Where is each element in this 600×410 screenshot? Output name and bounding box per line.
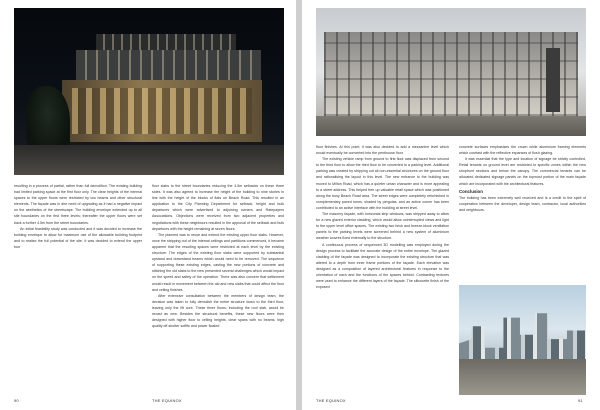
page-number: 90 [14,398,19,403]
right-page [302,0,600,410]
paragraph: It was essential that the type and location of signage be strictly controlled. Retail tenants on ground level are restricted to specific zones within the new shopfront sections and below the canopy. The commercial tenants can be allocated dedicated signage panels on the topmost portion of the main façade which are incorporated with the architectural features. [459,157,586,186]
paragraph: floor finishes. At this point, it was also decided to add a mezzanine level which would eventually be converted into the penthouse floor. [316,145,449,156]
left-column-1 [14,183,142,388]
paragraph: resulting in a process of partial, rather than full demolition. The existing building had limited parking space at the first floor only. The clear heights of the internal spaces to the upper floors were restricted by low beams and other structural elements. The façade was in dire need of upgrading as it had a negative impact on the aesthetics of the streetscape. The building envelope extended up to all site boundaries on the first three levels; thereafter the upper floors were set back a further 4.5m from the street boundaries. [14,184,142,225]
lit-windows [72,88,252,134]
building-upper-floors [76,50,261,80]
right-column-2 [459,144,586,280]
building-night-photo [14,8,284,175]
building-top-floors [96,34,236,50]
right-column-1 [316,144,449,394]
paragraph: The planned was to reuse and extend the existing upper floor slabs. However, once the stripping out of the internal ceilings and partitions commenced, it became apparent that the resulting spaces were restricted at each level by the existing structure. The edges of the existing floor slabs were supported by substantial upstand and downstand beams which would need to be removed. The sequence of supporting these existing edges, casting the new portions of concrete and stitching the old slabs to the new presented several challenges which would impact on the speed and safety of the operation. There was also concern that settlement would result in movement between the old and new slabs that could affect the floor and ceiling finishes. [152,232,284,292]
glazed-frame-structure [324,32,578,116]
ground-floor [316,116,586,136]
street [14,145,284,175]
city-view-photo [459,285,586,395]
building-interior-photo [316,8,586,136]
paragraph: concrete surfaces emphasises the crown while aluminium framing elements which contrast with the reflective expanses of flush glazing. [459,145,586,156]
paragraph: The masonry façade, with horizontal strip windows, was stripped away to allow for a new glazed exterior cladding, which would allow uninterrupted views and light to the upper level office spaces. The existing two brick and breeze-block ventilation panels to the parking levels were screened behind a new system of aluminium weather louvres fixed externally to the structure. [316,212,449,241]
conclusion-heading: Conclusion [459,188,483,194]
conclusion-paragraph: The building has been extremely well received and is a credit to the spirit of cooperation between the developer, design team, contractor, local authorities and neighbours. [459,195,586,213]
paragraph: After extensive consultation between the members of design team, the decision was taken to fully demolish the entire structure down to the third floor, leaving only the lift core. These three floors, including the roof slab, would be recast as new. Besides the structural benefits, these new floors were then designed with higher floor to ceiling heights, clear spans with no beams, high quality off-shutter soffits and power floated [152,293,284,329]
paragraph: An initial feasibility study was conducted and it was decided to increase the building envelope to allow for maximum use of the allowable building footprint and to realise the full potential of the site. It was decided to extend the upper four [14,226,142,249]
page-number: 91 [578,398,583,403]
paragraph: The existing vehicle ramp from ground to first floor was displaced from second to the third floor to allow the third floor to be converted to a parking level. Additional parking was created by stripping out all non-essential structures on the ground floor and rationalising the layout in this level. The new entrance to the building was moved to Milton Road, which has a quieter urban character and is more appealing to a street address. This helped free up valuable retail space which was positioned along the busy Beach Road area. The street edges were completely refurbished in complementary paved tones, shaded by pergolas, and an active corner has been contributed to an active interface with the building at street level. [316,157,449,210]
signpost [546,48,560,112]
left-column-2 [152,183,284,388]
paragraph: A continuous process of sequenced 3D modelling was employed during the design process to facilitate the accurate design of the entire envelope. The glazed cladding of the façade was designed to incorporate the existing structure that was altered to a depth from inner frame portions of the façade. Each elevation was designed as a composition of layered architectural features in response to the orientation of each and the functions of the spaces behind. Contrasting textures were used to enhance the different layers of the façade. The silhouette finish of the exposed [316,242,449,290]
running-title: THE EQUINOX [316,398,346,403]
running-title: THE EQUINOX [152,398,182,403]
paragraph: floor slabs to the street boundaries reducing the 4.5m setbacks on these three sides. It was also agreed to increase the height of the building to nine stories in line with the height of the blocks of flats on Beach Road. This resulted in an application to the City Planning Department for setback, height and bulk departures which were advertised to adjoining owners and Ratepayers Associations. Objections were received from two adjacent properties and negotiations with these neighbours resulted in the approval of the setback and bulk departures with the height remaining at seven floors. [152,184,284,231]
left-page [0,0,296,410]
city-foreground [459,359,586,395]
